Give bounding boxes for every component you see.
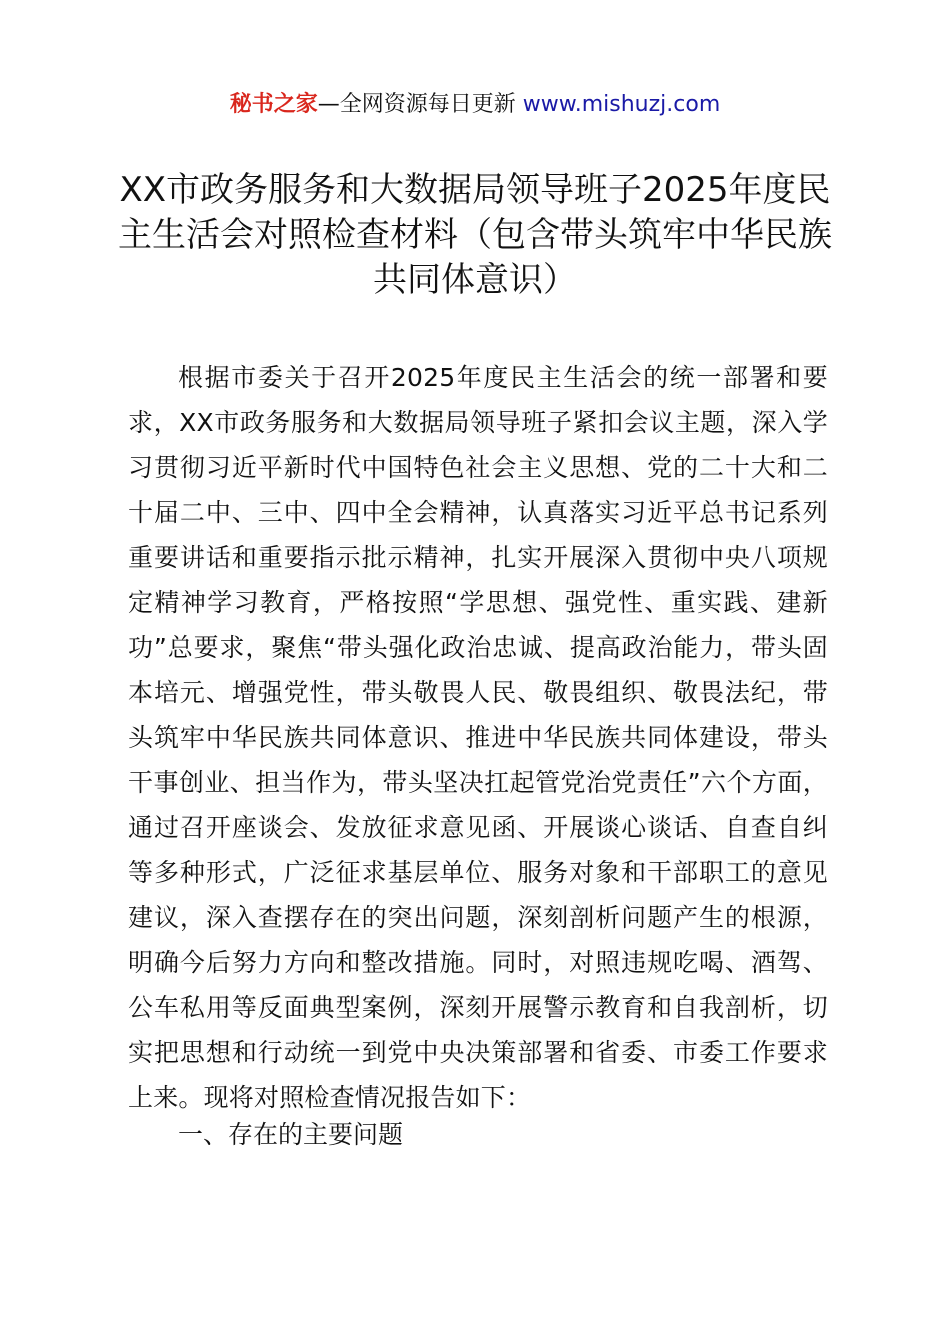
section-heading-problems: 一、存在的主要问题 bbox=[178, 1120, 404, 1149]
site-url-link[interactable]: www.mishuzj.com bbox=[522, 92, 721, 117]
intro-paragraph: 根据市委关于召开2025年度民主生活会的统一部署和要求，XX市政务服务和大数据局领导班子紧扣会议主题，深入学习贯彻习近平新时代中国特色社会主义思想、党的二十大和二十届二中、三中、四中全会精神，认真落实习近平总书记系列重要讲话和重要指示批示精神，扎实开展深入贯彻中央八项规定精神学习教育，严格按照“学思想、强党性、重实践、建新功”总要求，聚焦“带头强化政治忠诚、提高政治能力，带头固本培元、增强党性，带头敬畏人民、敬畏组织、敬畏法纪，带头筑牢中华民族共同体意识、推进中华民族共同体建设，带头干事创业、担当作为，带头坚决扛起管党治党责任”六个方面，通过召开座谈会、发放征求意见函、开展谈心谈话、自查自纠等多种形式，广泛征求基层单位、服务对象和干部职工的意见建议，深入查摆存在的突出问题，深刻剖析问题产生的根源，明确今后努力方向和整改措施。同时，对照违规吃喝、酒驾、公车私用等反面典型案例，深刻开展警示教育和自我剖析，切实把思想和行动统一到党中央决策部署和省委、市委工作要求上来。现将对照检查情况报告如下： bbox=[128, 363, 828, 1112]
document-title: XX市政务服务和大数据局领导班子2025年度民主生活会对照检查材料（包含带头筑牢中华民族共同体意识） bbox=[118, 170, 832, 300]
brand-name: 秘书之家 bbox=[229, 92, 318, 117]
site-header bbox=[0, 90, 950, 120]
header-tagline: —全网资源每日更新 bbox=[317, 92, 516, 117]
